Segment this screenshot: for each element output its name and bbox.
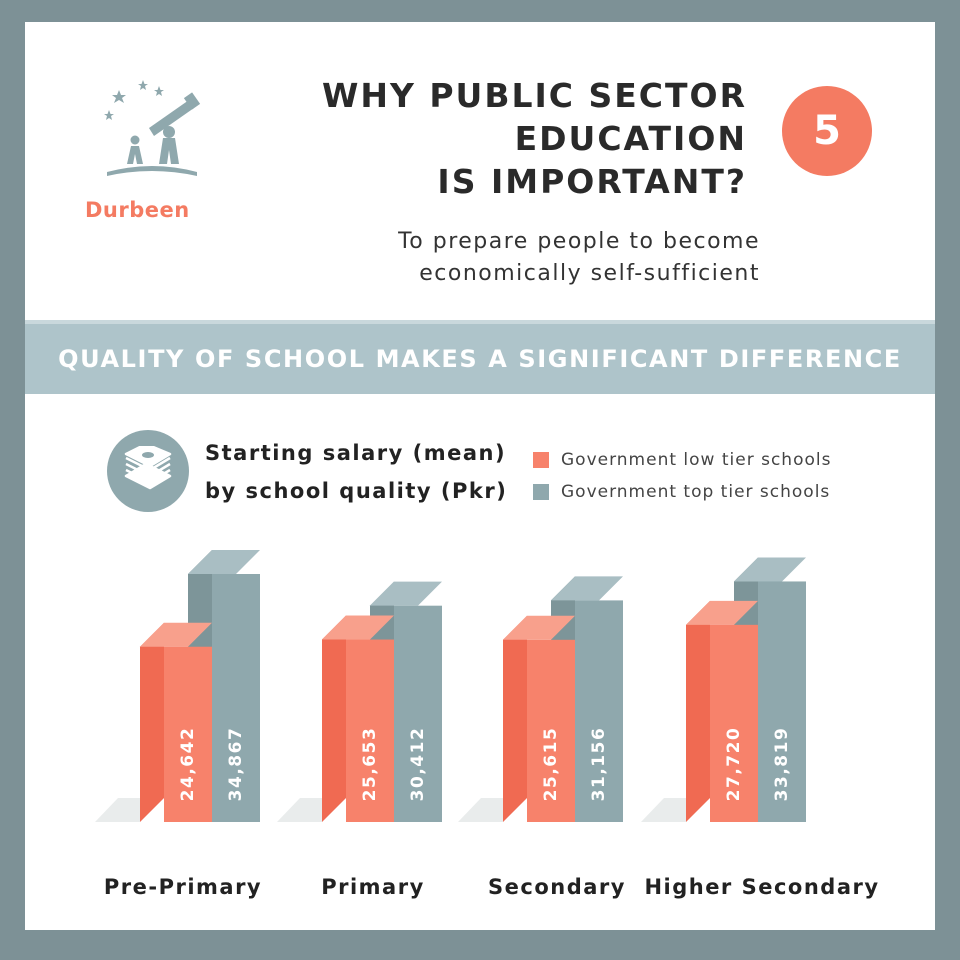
bar-top: [734, 557, 806, 581]
bar-side: [322, 616, 346, 822]
bar-side: [503, 616, 527, 822]
bar-value-label: 31,156: [589, 726, 609, 802]
legend-label-top-tier: Government top tier schools: [561, 482, 831, 502]
title-line: IS IMPORTANT?: [437, 162, 747, 201]
bar-value-label: 25,615: [541, 726, 561, 802]
subtitle-line: economically self-sufficient: [419, 261, 760, 286]
bar-value-label: 30,412: [408, 726, 428, 802]
bar-value-label: 24,642: [178, 726, 198, 802]
category-label: Primary: [321, 875, 425, 899]
chart-title-line: Starting salary (mean): [205, 441, 507, 465]
bar-low-tier: [503, 616, 575, 822]
category-label: Pre-Primary: [103, 875, 263, 899]
brand-name: Durbeen: [85, 198, 190, 222]
bar-group: [95, 550, 262, 899]
bar-low-tier: [322, 616, 394, 822]
bar-value-label: 33,819: [772, 726, 792, 802]
bar-value-label: 27,720: [724, 726, 744, 802]
bar-top: [188, 550, 260, 574]
bar-group: [641, 557, 880, 899]
category-label: Higher Secondary: [644, 875, 880, 899]
bar-low-tier: [140, 623, 212, 822]
bar-chart: [25, 22, 935, 930]
chart-title-line: by school quality (Pkr): [205, 479, 508, 503]
bar-side: [686, 601, 710, 822]
infographic-card: [25, 22, 935, 930]
title-line: WHY PUBLIC SECTOR: [321, 76, 747, 115]
bar-top: [551, 576, 623, 600]
bar-group: [277, 582, 442, 899]
bar-side: [140, 623, 164, 822]
category-label: Secondary: [488, 875, 626, 899]
bar-low-tier: [686, 601, 758, 822]
number-badge: 5: [782, 86, 872, 176]
section-banner-text: QUALITY OF SCHOOL MAKES A SIGNIFICANT DIFFERENCE: [58, 345, 902, 373]
bar-group: [458, 576, 626, 899]
bar-top: [370, 582, 442, 606]
legend-label-low-tier: Government low tier schools: [561, 450, 832, 470]
bar-value-label: 34,867: [226, 726, 246, 802]
title-line: EDUCATION: [514, 119, 747, 158]
subtitle-line: To prepare people to become: [398, 229, 760, 254]
bar-value-label: 25,653: [360, 726, 380, 802]
